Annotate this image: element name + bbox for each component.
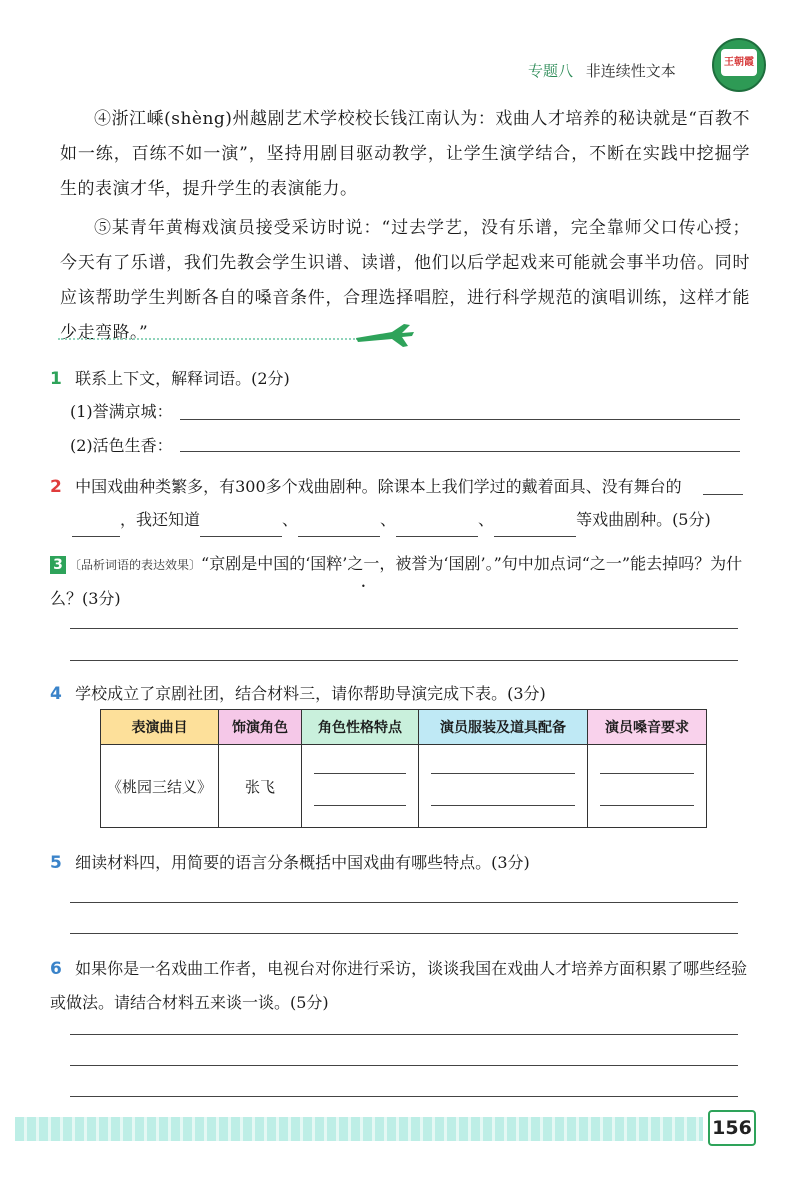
question-3-dotted-word: 之一 (347, 554, 380, 573)
logo-text: 王朝霞 (721, 49, 757, 76)
header-role: 饰演角色 (219, 710, 302, 745)
q1-answer-line-1[interactable] (180, 419, 740, 420)
question-5-number: 5 (50, 853, 62, 873)
q2-blank-2[interactable] (200, 514, 282, 537)
q6-answer-line-2[interactable] (70, 1065, 738, 1066)
question-3-tag: 〔品析词语的表达效果〕 (69, 558, 202, 572)
question-2-number: 2 (50, 477, 62, 497)
q5-answer-line-1[interactable] (70, 902, 738, 903)
publisher-logo (712, 38, 766, 92)
q2-blank-1a[interactable] (703, 494, 743, 495)
q1-answer-line-2[interactable] (180, 451, 740, 452)
q2-blank-4[interactable] (396, 514, 478, 537)
question-1-text: 联系上下文，解释词语。(2分) (75, 369, 290, 388)
q3-answer-line-1[interactable] (70, 628, 738, 629)
passage-5: ⑤某青年黄梅戏演员接受采访时说：“过去学艺，没有乐谱，完全靠师父口传心授；今天有了乐谱，我们先教会学生识谱、读谱，他们以后学起戏来可能就会事半功倍。同时应该帮助学生判断各自的嗓音条件，合理选择唱腔，进行科学规范的演唱训练，这样才能少走弯路。” (60, 218, 750, 343)
header-character-traits: 角色性格特点 (302, 710, 419, 745)
question-6 (50, 952, 750, 1020)
q6-answer-line-3[interactable] (70, 1096, 738, 1097)
role-table-header-row (101, 710, 707, 745)
header-repertoire: 表演曲目 (101, 710, 219, 745)
q2-blank-3[interactable] (298, 514, 380, 537)
question-2-text-b: ，我还知道 (120, 510, 201, 529)
airplane-icon (352, 318, 416, 352)
page-number: 156 (708, 1110, 756, 1146)
question-3-number: 3 (50, 556, 66, 574)
question-2-line-2 (72, 503, 752, 537)
cell-voice-requirements[interactable] (588, 745, 707, 828)
q2-separator: 、 (478, 510, 495, 529)
passage-4: ④浙江嵊(shèng)州越剧艺术学校校长钱江南认为：戏曲人才培养的秘诀就是“百教不如一练，百练不如一演”，坚持用剧目驱动教学，让学生演学结合，不断在实践中挖掘学生的表演才华，提升学生的表演能力。 (60, 109, 750, 199)
question-4-number: 4 (50, 684, 62, 704)
question-3-text-a: “京剧是中国的‘国粹’ (201, 554, 348, 573)
cell-character-traits[interactable] (302, 745, 419, 828)
passage-block (60, 102, 750, 351)
question-3-text-b: ，被誉为‘国剧’。”句中加点词“之一”能去掉吗？为什么？(3分) (50, 554, 743, 608)
role-table (100, 709, 707, 828)
question-2-text-a: 中国戏曲种类繁多，有300多个戏曲剧种。除课本上我们学过的戴着面具、没有舞台的 (75, 477, 682, 496)
header-title: 非连续性文本 (585, 62, 676, 80)
question-5-text: 细读材料四，用简要的语言分条概括中国戏曲有哪些特点。(3分) (75, 853, 530, 872)
q2-blank-5[interactable] (494, 514, 576, 537)
q5-answer-line-2[interactable] (70, 933, 738, 934)
role-table-row (101, 745, 707, 828)
q2-separator: 、 (282, 510, 299, 529)
header-voice-requirements: 演员嗓音要求 (588, 710, 707, 745)
question-3 (50, 547, 750, 616)
q1-item-1-label: (1)誉满京城： (70, 402, 173, 421)
footer-band (15, 1117, 703, 1141)
q3-answer-line-2[interactable] (70, 660, 738, 661)
question-4 (50, 677, 750, 711)
question-2 (50, 470, 750, 504)
question-6-number: 6 (50, 959, 62, 979)
question-1-number: 1 (50, 369, 62, 389)
header-topic: 专题八 (528, 62, 574, 80)
section-divider (58, 338, 358, 340)
question-1 (50, 362, 750, 396)
question-2-text-c: 等戏曲剧种。(5分) (576, 510, 711, 529)
cell-repertoire: 《桃园三结义》 (101, 745, 219, 828)
question-6-text: 如果你是一名戏曲工作者，电视台对你进行采访，谈谈我国在戏曲人才培养方面积累了哪些经验或做法。请结合材料五来谈一谈。(5分) (50, 959, 748, 1012)
header-costume-props: 演员服装及道具配备 (419, 710, 588, 745)
q6-answer-line-1[interactable] (70, 1034, 738, 1035)
question-5 (50, 846, 750, 880)
q1-item-2-label: (2)活色生香： (70, 436, 173, 455)
question-4-text: 学校成立了京剧社团，结合材料三，请你帮助导演完成下表。(3分) (75, 684, 546, 703)
q2-separator: 、 (380, 510, 397, 529)
cell-costume-props[interactable] (419, 745, 588, 828)
q2-blank-1b[interactable] (72, 514, 120, 537)
cell-role: 张飞 (219, 745, 302, 828)
running-header (528, 60, 676, 81)
